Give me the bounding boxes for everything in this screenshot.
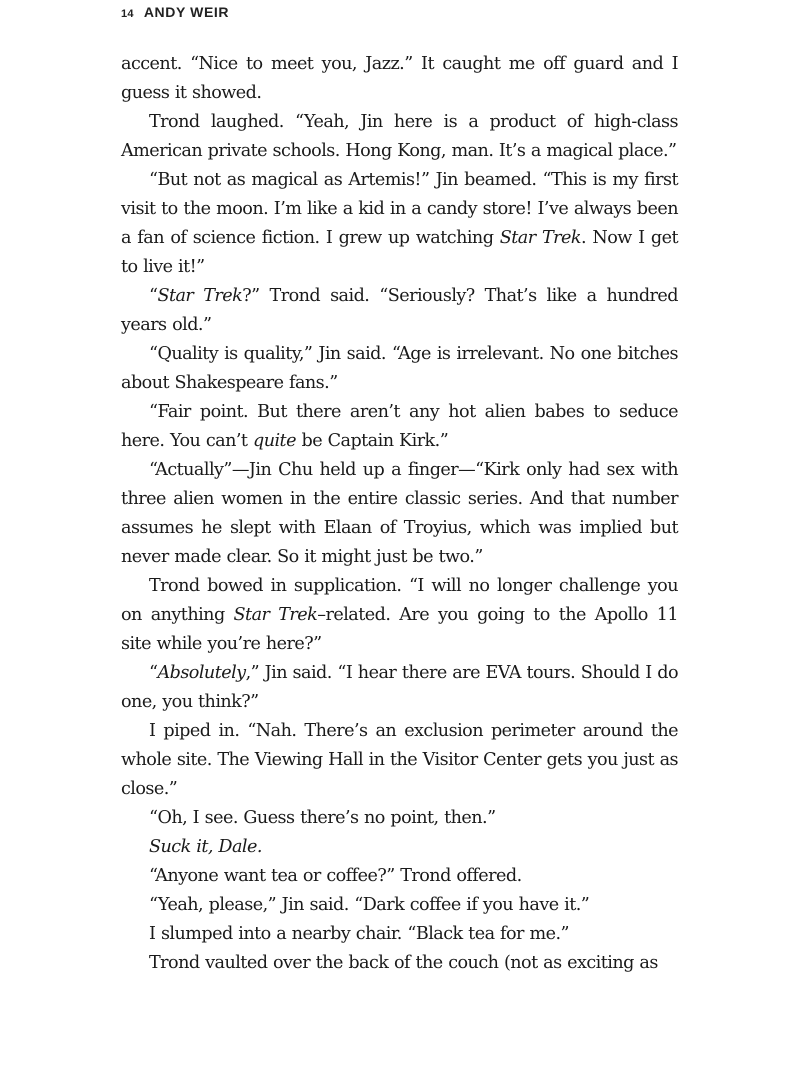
italic-run: Star Trek xyxy=(157,286,243,306)
text-run: “But not as magical as Artemis!” Jin beamed. “This is my first visit to the moon. I’m like a kid in a candy store! I’ve always been a fan of science fiction. I grew up watching xyxy=(121,170,678,248)
page-number: 14 xyxy=(121,8,134,20)
paragraph xyxy=(121,833,678,862)
text-run: Trond laughed. “Yeah, Jin here is a product of high-class American private schools. Hong Kong, man. It’s a magical place.” xyxy=(121,112,678,161)
italic-run: Star Trek xyxy=(499,228,581,248)
body-text xyxy=(121,50,678,978)
paragraph xyxy=(121,804,678,833)
text-run: I slumped into a nearby chair. “Black tea for me.” xyxy=(149,924,569,944)
paragraph xyxy=(121,862,678,891)
italic-run: Star Trek xyxy=(233,605,318,625)
paragraph xyxy=(121,920,678,949)
text-run: Trond vaulted over the back of the couch (not as exciting as xyxy=(149,953,658,973)
paragraph xyxy=(121,717,678,804)
text-run: accent. “Nice to meet you, Jazz.” It caught me off guard and I guess it showed. xyxy=(121,54,678,103)
text-run: –related. Are you going to the Apollo 11 site while you’re here?” xyxy=(121,605,678,654)
text-run: “Anyone want tea or coffee?” Trond offered. xyxy=(149,866,522,886)
paragraph xyxy=(121,949,678,978)
italic-run: Suck it, Dale. xyxy=(149,837,262,857)
running-head xyxy=(121,4,229,20)
text-run: “Yeah, please,” Jin said. “Dark coffee if you have it.” xyxy=(149,895,590,915)
paragraph xyxy=(121,166,678,282)
paragraph xyxy=(121,108,678,166)
paragraph xyxy=(121,398,678,456)
text-run: ,” Jin said. “I hear there are EVA tours. Should I do one, you think?” xyxy=(121,663,678,712)
paragraph xyxy=(121,456,678,572)
italic-run: Absolutely xyxy=(157,663,246,683)
paragraph xyxy=(121,282,678,340)
text-run: . Now I get to live it!” xyxy=(121,228,678,277)
italic-run: quite xyxy=(252,431,296,451)
paragraph xyxy=(121,659,678,717)
paragraph xyxy=(121,891,678,920)
paragraph xyxy=(121,50,678,108)
text-run: “Actually”—Jin Chu held up a finger—“Kirk only had sex with three alien women in the entire classic series. And that number assumes he slept with Elaan of Troyius, which was implied but never made clear. So it might just be two.” xyxy=(121,460,678,567)
text-run: “Oh, I see. Guess there’s no point, then.” xyxy=(149,808,496,828)
text-run: “ xyxy=(149,286,158,306)
text-run: be Captain Kirk.” xyxy=(295,431,449,451)
text-run: Trond bowed in supplication. “I will no longer challenge you on anything xyxy=(121,576,678,625)
text-run: I piped in. “Nah. There’s an exclusion perimeter around the whole site. The Viewing Hall in the Visitor Center gets you just as close.” xyxy=(121,721,678,799)
paragraph xyxy=(121,572,678,659)
text-run: “Quality is quality,” Jin said. “Age is irrelevant. No one bitches about Shakespeare fans.” xyxy=(121,344,678,393)
text-run: “ xyxy=(149,663,158,683)
text-run: “Fair point. But there aren’t any hot alien babes to seduce here. You can’t xyxy=(121,402,678,451)
paragraph xyxy=(121,340,678,398)
author-name: ANDY WEIR xyxy=(143,4,230,20)
text-run: ?” Trond said. “Seriously? That’s like a hundred years old.” xyxy=(121,286,678,335)
